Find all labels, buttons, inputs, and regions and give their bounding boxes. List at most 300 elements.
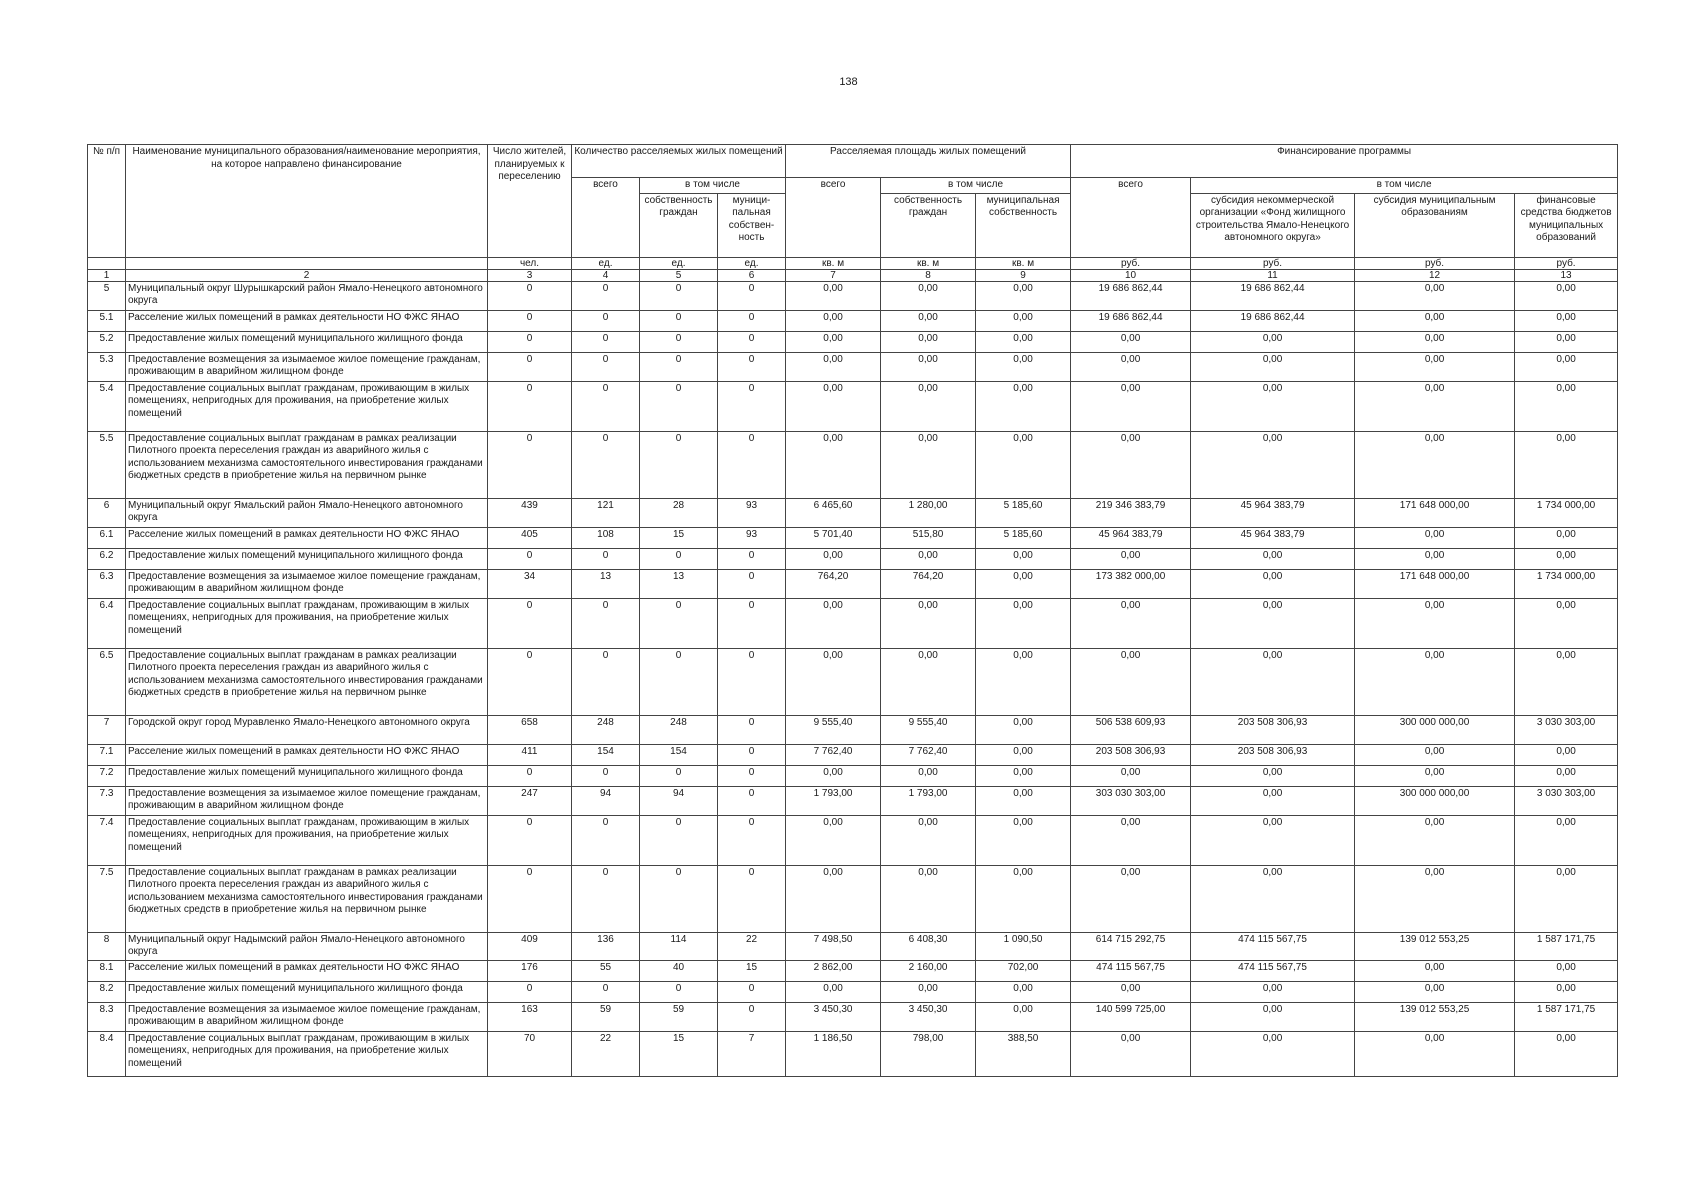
value-cell: 0 xyxy=(488,431,572,498)
value-cell: 0,00 xyxy=(1191,981,1355,1002)
table-row xyxy=(88,527,1618,548)
value-cell: 0,00 xyxy=(881,598,976,648)
value-cell: 303 030 303,00 xyxy=(1071,786,1191,815)
value-cell: 0,00 xyxy=(1355,527,1515,548)
value-cell: 108 xyxy=(572,527,640,548)
row-name: Предоставление возмещения за изымаемое жилое помещение гражданам, проживающим в аварийном жилищном фонде xyxy=(126,352,488,381)
value-cell: 0,00 xyxy=(1191,865,1355,932)
value-cell: 0,00 xyxy=(1191,598,1355,648)
value-cell: 3 030 303,00 xyxy=(1515,786,1618,815)
row-name: Муниципальный округ Надымский район Ямало-Ненецкого автономного округа xyxy=(126,932,488,960)
header-subsidy-municipal: субсидия муниципальным образованиям xyxy=(1355,193,1515,257)
value-cell: 0 xyxy=(718,569,786,598)
header-area-municipal: муниципальная собственность xyxy=(976,193,1071,257)
value-cell: 0,00 xyxy=(976,281,1071,310)
resettlement-program-table xyxy=(87,144,1618,1077)
value-cell: 0,00 xyxy=(1071,648,1191,715)
value-cell: 28 xyxy=(640,498,718,527)
value-cell: 300 000 000,00 xyxy=(1355,715,1515,744)
row-number: 8.4 xyxy=(88,1031,126,1076)
row-number: 6 xyxy=(88,498,126,527)
value-cell: 0 xyxy=(640,865,718,932)
value-cell: 94 xyxy=(640,786,718,815)
value-cell: 0 xyxy=(640,281,718,310)
value-cell: 0 xyxy=(718,865,786,932)
header-finance-including: в том числе xyxy=(1191,178,1618,194)
value-cell: 59 xyxy=(572,1002,640,1031)
value-cell: 0,00 xyxy=(1071,352,1191,381)
table-row xyxy=(88,498,1618,527)
value-cell: 2 862,00 xyxy=(786,960,881,981)
value-cell: 0 xyxy=(718,598,786,648)
value-cell: 614 715 292,75 xyxy=(1071,932,1191,960)
table-body xyxy=(88,281,1618,1076)
value-cell: 219 346 383,79 xyxy=(1071,498,1191,527)
value-cell: 0,00 xyxy=(1515,1031,1618,1076)
column-number: 6 xyxy=(718,269,786,281)
column-number: 7 xyxy=(786,269,881,281)
value-cell: 0,00 xyxy=(976,815,1071,865)
header-area-own: собственность граждан xyxy=(881,193,976,257)
value-cell: 1 587 171,75 xyxy=(1515,932,1618,960)
row-number: 7 xyxy=(88,715,126,744)
header-count-including: в том числе xyxy=(640,178,786,194)
table-row xyxy=(88,548,1618,569)
value-cell: 247 xyxy=(488,786,572,815)
row-name: Предоставление социальных выплат гражданам, проживающим в жилых помещениях, непригодных для проживания, на приобретение жилых помещений xyxy=(126,815,488,865)
value-cell: 0,00 xyxy=(976,744,1071,765)
table-row xyxy=(88,648,1618,715)
value-cell: 0,00 xyxy=(976,786,1071,815)
value-cell: 474 115 567,75 xyxy=(1191,960,1355,981)
column-number: 4 xyxy=(572,269,640,281)
value-cell: 0,00 xyxy=(1191,431,1355,498)
value-cell: 0,00 xyxy=(786,815,881,865)
row-number: 8.1 xyxy=(88,960,126,981)
value-cell: 0 xyxy=(488,815,572,865)
value-cell: 0,00 xyxy=(881,352,976,381)
value-cell: 0,00 xyxy=(786,381,881,431)
value-cell: 702,00 xyxy=(976,960,1071,981)
value-cell: 474 115 567,75 xyxy=(1071,960,1191,981)
value-cell: 0 xyxy=(718,744,786,765)
value-cell: 0 xyxy=(572,431,640,498)
value-cell: 0 xyxy=(488,648,572,715)
row-number: 6.3 xyxy=(88,569,126,598)
unit-cell: чел. xyxy=(488,257,572,269)
value-cell: 0 xyxy=(488,865,572,932)
header-finance-total: всего xyxy=(1071,178,1191,258)
value-cell: 0 xyxy=(640,648,718,715)
value-cell: 0,00 xyxy=(1191,331,1355,352)
value-cell: 0,00 xyxy=(976,310,1071,331)
header-budget-funds: финансовые средства бюджетов муниципальных образований xyxy=(1515,193,1618,257)
unit-cell: руб. xyxy=(1191,257,1355,269)
value-cell: 0 xyxy=(640,815,718,865)
value-cell: 764,20 xyxy=(786,569,881,598)
header-count-municipal: муници-пальная собствен-ность xyxy=(718,193,786,257)
table-row xyxy=(88,865,1618,932)
row-name: Расселение жилых помещений в рамках деятельности НО ФЖС ЯНАО xyxy=(126,744,488,765)
column-number: 10 xyxy=(1071,269,1191,281)
value-cell: 5 185,60 xyxy=(976,527,1071,548)
value-cell: 0 xyxy=(718,981,786,1002)
value-cell: 0,00 xyxy=(1191,1031,1355,1076)
row-name: Предоставление жилых помещений муниципального жилищного фонда xyxy=(126,331,488,352)
value-cell: 1 280,00 xyxy=(881,498,976,527)
value-cell: 0,00 xyxy=(976,715,1071,744)
value-cell: 0 xyxy=(718,281,786,310)
value-cell: 0 xyxy=(640,765,718,786)
value-cell: 94 xyxy=(572,786,640,815)
value-cell: 1 793,00 xyxy=(881,786,976,815)
value-cell: 0,00 xyxy=(1355,865,1515,932)
column-number: 5 xyxy=(640,269,718,281)
value-cell: 163 xyxy=(488,1002,572,1031)
value-cell: 0,00 xyxy=(1515,352,1618,381)
row-name: Предоставление жилых помещений муниципального жилищного фонда xyxy=(126,981,488,1002)
value-cell: 506 538 609,93 xyxy=(1071,715,1191,744)
row-number: 5.1 xyxy=(88,310,126,331)
value-cell: 0 xyxy=(640,981,718,1002)
value-cell: 7 498,50 xyxy=(786,932,881,960)
column-number: 8 xyxy=(881,269,976,281)
value-cell: 0,00 xyxy=(1071,815,1191,865)
row-name: Муниципальный округ Ямальский район Ямало-Ненецкого автономного округа xyxy=(126,498,488,527)
value-cell: 15 xyxy=(640,1031,718,1076)
unit-cell: ед. xyxy=(718,257,786,269)
value-cell: 0 xyxy=(640,548,718,569)
value-cell: 34 xyxy=(488,569,572,598)
value-cell: 0 xyxy=(488,981,572,1002)
unit-cell: кв. м xyxy=(786,257,881,269)
unit-cell: кв. м xyxy=(976,257,1071,269)
table-row xyxy=(88,352,1618,381)
row-name: Предоставление социальных выплат гражданам в рамках реализации Пилотного проекта переселения граждан из аварийного жилья с использованием механизма самостоятельного инвестирования гражданами бюджетных средств в приобретение жилья на первичном рынке xyxy=(126,431,488,498)
value-cell: 0,00 xyxy=(1355,765,1515,786)
value-cell: 114 xyxy=(640,932,718,960)
value-cell: 0,00 xyxy=(786,548,881,569)
row-name: Предоставление возмещения за изымаемое жилое помещение гражданам, проживающим в аварийном жилищном фонде xyxy=(126,786,488,815)
header-name: Наименование муниципального образования/наименование мероприятия, на которое направлено финансирование xyxy=(126,145,488,258)
value-cell: 300 000 000,00 xyxy=(1355,786,1515,815)
value-cell: 0,00 xyxy=(1071,981,1191,1002)
header-area-total: всего xyxy=(786,178,881,258)
value-cell: 0,00 xyxy=(1515,815,1618,865)
value-cell: 0,00 xyxy=(1515,981,1618,1002)
value-cell: 0,00 xyxy=(786,352,881,381)
value-cell: 0,00 xyxy=(1515,648,1618,715)
header-area-group: Расселяемая площадь жилых помещений xyxy=(786,145,1071,178)
units-row xyxy=(88,257,1618,269)
value-cell: 798,00 xyxy=(881,1031,976,1076)
value-cell: 474 115 567,75 xyxy=(1191,932,1355,960)
value-cell: 1 734 000,00 xyxy=(1515,498,1618,527)
value-cell: 0,00 xyxy=(1355,352,1515,381)
value-cell: 0,00 xyxy=(786,598,881,648)
row-number: 7.5 xyxy=(88,865,126,932)
value-cell: 0,00 xyxy=(1515,431,1618,498)
value-cell: 0,00 xyxy=(786,981,881,1002)
row-name: Предоставление социальных выплат гражданам в рамках реализации Пилотного проекта переселения граждан из аварийного жилья с использованием механизма самостоятельного инвестирования гражданами бюджетных средств в приобретение жилья на первичном рынке xyxy=(126,865,488,932)
table-row xyxy=(88,431,1618,498)
value-cell: 0,00 xyxy=(976,598,1071,648)
value-cell: 0 xyxy=(488,281,572,310)
value-cell: 0 xyxy=(718,648,786,715)
value-cell: 0 xyxy=(718,1002,786,1031)
value-cell: 13 xyxy=(572,569,640,598)
table-row xyxy=(88,815,1618,865)
value-cell: 139 012 553,25 xyxy=(1355,932,1515,960)
row-name: Городской округ город Муравленко Ямало-Ненецкого автономного округа xyxy=(126,715,488,744)
value-cell: 0,00 xyxy=(1355,815,1515,865)
value-cell: 0,00 xyxy=(881,310,976,331)
value-cell: 0,00 xyxy=(1191,352,1355,381)
value-cell: 7 762,40 xyxy=(786,744,881,765)
value-cell: 203 508 306,93 xyxy=(1191,744,1355,765)
value-cell: 0,00 xyxy=(1071,548,1191,569)
row-name: Предоставление жилых помещений муниципального жилищного фонда xyxy=(126,765,488,786)
header-finance-group: Финансирование программы xyxy=(1071,145,1618,178)
value-cell: 0,00 xyxy=(881,548,976,569)
row-name: Предоставление социальных выплат гражданам, проживающим в жилых помещениях, непригодных для проживания, на приобретение жилых помещений xyxy=(126,381,488,431)
unit-cell: руб. xyxy=(1355,257,1515,269)
value-cell: 40 xyxy=(640,960,718,981)
value-cell: 0 xyxy=(640,352,718,381)
value-cell: 154 xyxy=(572,744,640,765)
value-cell: 0,00 xyxy=(976,548,1071,569)
value-cell: 203 508 306,93 xyxy=(1071,744,1191,765)
value-cell: 0 xyxy=(572,548,640,569)
value-cell: 0 xyxy=(718,331,786,352)
value-cell: 0 xyxy=(718,765,786,786)
table-row xyxy=(88,960,1618,981)
value-cell: 0 xyxy=(488,548,572,569)
column-number: 9 xyxy=(976,269,1071,281)
value-cell: 0,00 xyxy=(1355,548,1515,569)
value-cell: 154 xyxy=(640,744,718,765)
header-subsidy-fund: субсидия некоммерческой организации «Фонд жилищного строительства Ямало-Ненецкого автономного округа» xyxy=(1191,193,1355,257)
value-cell: 9 555,40 xyxy=(786,715,881,744)
row-number: 5.5 xyxy=(88,431,126,498)
value-cell: 139 012 553,25 xyxy=(1355,1002,1515,1031)
value-cell: 0 xyxy=(488,381,572,431)
value-cell: 0,00 xyxy=(1191,1002,1355,1031)
table-row xyxy=(88,786,1618,815)
value-cell: 5 185,60 xyxy=(976,498,1071,527)
value-cell: 439 xyxy=(488,498,572,527)
column-number: 2 xyxy=(126,269,488,281)
value-cell: 0,00 xyxy=(786,865,881,932)
value-cell: 0,00 xyxy=(976,765,1071,786)
row-number: 7.3 xyxy=(88,786,126,815)
value-cell: 6 465,60 xyxy=(786,498,881,527)
value-cell: 171 648 000,00 xyxy=(1355,498,1515,527)
value-cell: 0 xyxy=(640,598,718,648)
value-cell: 0,00 xyxy=(881,381,976,431)
value-cell: 0,00 xyxy=(1191,381,1355,431)
table-row xyxy=(88,310,1618,331)
value-cell: 173 382 000,00 xyxy=(1071,569,1191,598)
value-cell: 0,00 xyxy=(976,865,1071,932)
value-cell: 0 xyxy=(718,815,786,865)
row-number: 7.1 xyxy=(88,744,126,765)
value-cell: 1 793,00 xyxy=(786,786,881,815)
value-cell: 0,00 xyxy=(881,648,976,715)
table-row xyxy=(88,569,1618,598)
value-cell: 93 xyxy=(718,527,786,548)
value-cell: 0,00 xyxy=(881,981,976,1002)
value-cell: 0 xyxy=(640,310,718,331)
value-cell: 0,00 xyxy=(1355,431,1515,498)
value-cell: 1 734 000,00 xyxy=(1515,569,1618,598)
table-row xyxy=(88,1031,1618,1076)
value-cell: 7 xyxy=(718,1031,786,1076)
value-cell: 19 686 862,44 xyxy=(1191,281,1355,310)
value-cell: 388,50 xyxy=(976,1031,1071,1076)
table-row xyxy=(88,981,1618,1002)
value-cell: 0,00 xyxy=(1515,960,1618,981)
value-cell: 0 xyxy=(572,981,640,1002)
column-number: 12 xyxy=(1355,269,1515,281)
table-row xyxy=(88,1002,1618,1031)
value-cell: 409 xyxy=(488,932,572,960)
value-cell: 0 xyxy=(572,310,640,331)
value-cell: 93 xyxy=(718,498,786,527)
value-cell: 0,00 xyxy=(881,765,976,786)
value-cell: 0,00 xyxy=(1191,786,1355,815)
value-cell: 411 xyxy=(488,744,572,765)
value-cell: 0 xyxy=(718,352,786,381)
value-cell: 5 701,40 xyxy=(786,527,881,548)
row-number: 6.2 xyxy=(88,548,126,569)
value-cell: 0,00 xyxy=(976,431,1071,498)
value-cell: 0 xyxy=(488,310,572,331)
row-name: Предоставление социальных выплат гражданам, проживающим в жилых помещениях, непригодных для проживания, на приобретение жилых помещений xyxy=(126,598,488,648)
value-cell: 0,00 xyxy=(1355,648,1515,715)
page-number: 138 xyxy=(839,76,858,88)
table-row xyxy=(88,381,1618,431)
value-cell: 515,80 xyxy=(881,527,976,548)
unit-cell: руб. xyxy=(1515,257,1618,269)
value-cell: 658 xyxy=(488,715,572,744)
value-cell: 176 xyxy=(488,960,572,981)
value-cell: 3 030 303,00 xyxy=(1515,715,1618,744)
value-cell: 203 508 306,93 xyxy=(1191,715,1355,744)
value-cell: 0,00 xyxy=(976,381,1071,431)
value-cell: 0 xyxy=(718,548,786,569)
value-cell: 0,00 xyxy=(786,331,881,352)
value-cell: 0,00 xyxy=(1515,310,1618,331)
value-cell: 0,00 xyxy=(1515,744,1618,765)
value-cell: 0 xyxy=(572,381,640,431)
value-cell: 136 xyxy=(572,932,640,960)
value-cell: 0,00 xyxy=(1191,765,1355,786)
value-cell: 0,00 xyxy=(1515,548,1618,569)
value-cell: 0,00 xyxy=(1355,598,1515,648)
value-cell: 0 xyxy=(488,331,572,352)
row-name: Муниципальный округ Шурышкарский район Ямало-Ненецкого автономного округа xyxy=(126,281,488,310)
row-number: 5 xyxy=(88,281,126,310)
value-cell: 0 xyxy=(488,765,572,786)
value-cell: 0 xyxy=(572,598,640,648)
value-cell: 0 xyxy=(718,431,786,498)
value-cell: 0,00 xyxy=(786,431,881,498)
column-number: 1 xyxy=(88,269,126,281)
value-cell: 0,00 xyxy=(1355,331,1515,352)
value-cell: 405 xyxy=(488,527,572,548)
value-cell: 0,00 xyxy=(786,310,881,331)
value-cell: 0,00 xyxy=(1515,527,1618,548)
value-cell: 3 450,30 xyxy=(786,1002,881,1031)
value-cell: 0,00 xyxy=(1071,598,1191,648)
value-cell: 45 964 383,79 xyxy=(1071,527,1191,548)
value-cell: 0,00 xyxy=(976,331,1071,352)
row-number: 8.2 xyxy=(88,981,126,1002)
value-cell: 2 160,00 xyxy=(881,960,976,981)
value-cell: 0,00 xyxy=(1515,865,1618,932)
table-row xyxy=(88,281,1618,310)
value-cell: 59 xyxy=(640,1002,718,1031)
row-name: Предоставление социальных выплат гражданам в рамках реализации Пилотного проекта переселения граждан из аварийного жилья с использованием механизма самостоятельного инвестирования гражданами бюджетных средств в приобретение жилья на первичном рынке xyxy=(126,648,488,715)
value-cell: 0,00 xyxy=(1515,765,1618,786)
row-number: 7.2 xyxy=(88,765,126,786)
table-row xyxy=(88,744,1618,765)
value-cell: 0,00 xyxy=(1515,598,1618,648)
value-cell: 55 xyxy=(572,960,640,981)
value-cell: 0,00 xyxy=(976,981,1071,1002)
value-cell: 0 xyxy=(640,431,718,498)
row-name: Предоставление социальных выплат гражданам, проживающим в жилых помещениях, непригодных для проживания, на приобретение жилых помещений xyxy=(126,1031,488,1076)
value-cell: 140 599 725,00 xyxy=(1071,1002,1191,1031)
value-cell: 0 xyxy=(572,865,640,932)
value-cell: 0 xyxy=(640,381,718,431)
table-row xyxy=(88,331,1618,352)
header-residents: Число жителей, планируемых к переселению xyxy=(488,145,572,258)
value-cell: 0 xyxy=(718,715,786,744)
column-numbers-row xyxy=(88,269,1618,281)
value-cell: 0,00 xyxy=(1191,648,1355,715)
value-cell: 0 xyxy=(488,598,572,648)
unit-cell: кв. м xyxy=(881,257,976,269)
value-cell: 0,00 xyxy=(976,569,1071,598)
value-cell: 0 xyxy=(572,352,640,381)
row-name: Расселение жилых помещений в рамках деятельности НО ФЖС ЯНАО xyxy=(126,527,488,548)
value-cell: 0,00 xyxy=(1355,981,1515,1002)
value-cell: 0,00 xyxy=(1355,744,1515,765)
value-cell: 0 xyxy=(718,381,786,431)
table-row xyxy=(88,715,1618,744)
value-cell: 0 xyxy=(572,648,640,715)
value-cell: 0,00 xyxy=(976,352,1071,381)
value-cell: 0,00 xyxy=(1071,865,1191,932)
value-cell: 19 686 862,44 xyxy=(1071,281,1191,310)
value-cell: 0 xyxy=(640,331,718,352)
value-cell: 0,00 xyxy=(1071,765,1191,786)
value-cell: 0,00 xyxy=(1191,548,1355,569)
column-number: 11 xyxy=(1191,269,1355,281)
value-cell: 15 xyxy=(640,527,718,548)
value-cell: 0,00 xyxy=(1515,331,1618,352)
value-cell: 764,20 xyxy=(881,569,976,598)
value-cell: 22 xyxy=(718,932,786,960)
row-name: Предоставление возмещения за изымаемое жилое помещение гражданам, проживающим в аварийном жилищном фонде xyxy=(126,1002,488,1031)
value-cell: 0,00 xyxy=(881,281,976,310)
value-cell: 0,00 xyxy=(1071,431,1191,498)
row-number: 5.2 xyxy=(88,331,126,352)
value-cell: 0,00 xyxy=(976,1002,1071,1031)
value-cell: 0 xyxy=(572,815,640,865)
